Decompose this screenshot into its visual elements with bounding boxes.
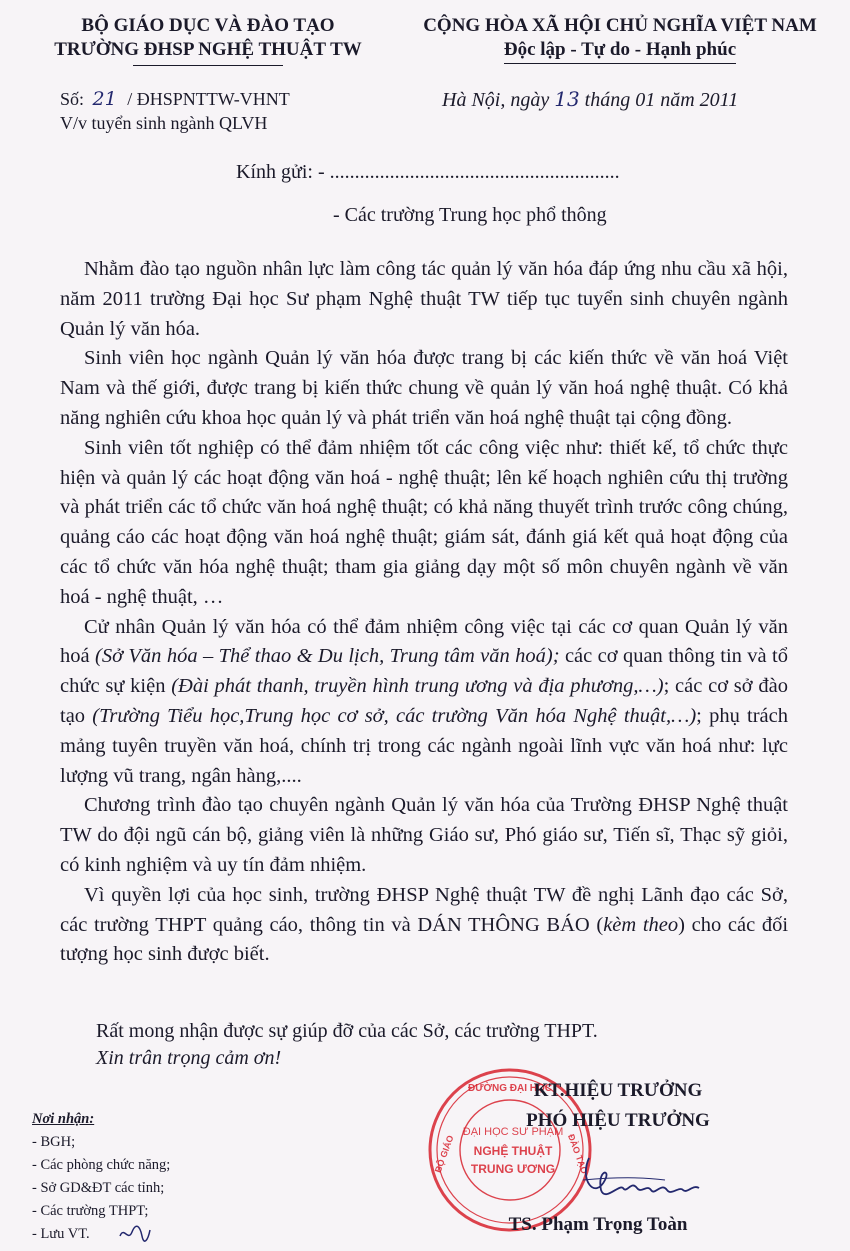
handwritten-mark xyxy=(118,1222,152,1244)
stamp-ring-left: BỘ GIÁO xyxy=(432,1133,456,1175)
paragraph-2: Sinh viên học ngành Quản lý văn hóa được trang bị các kiến thức về văn hoá Việt Nam và thế giới, được trang bị kiến thức chung về quản lý văn hoá nghệ thuật. Có khả năng nghiên cứu khoa học quản lý và phát triển văn hoá nghệ thuật tại cộng đồng. xyxy=(60,347,788,429)
recipients-title: Nơi nhận: xyxy=(32,1111,95,1127)
recipient-item: - Lưu VT. xyxy=(32,1226,90,1242)
signatory-title xyxy=(468,1076,768,1136)
paragraph-3: Sinh viên tốt nghiệp có thể đảm nhiệm tốt các công việc như: thiết kế, tổ chức thực hiện và quản lý các hoạt động văn hoá - nghệ thuật; lên kế hoạch nghiên cứu thị trường và phát triển các tổ chức văn hoá nghệ thuật; có khả năng thuyết trình trước công chúng, quảng cáo các hoạt động văn hoá nghệ thuật; giám sát, đánh giá kết quả hoạt động của các tổ chức văn hóa nghệ thuật; tham gia giảng dạy một số môn chuyên ngành về văn hoá - nghệ thuật, … xyxy=(60,436,788,608)
paragraph-5: Chương trình đào tạo chuyên ngành Quản lý văn hóa của Trường ĐHSP Nghệ thuật TW do đội ngũ cán bộ, giảng viên là những Giáo sư, Phó giáo sư, Tiến sĩ, Thạc sỹ giỏi, có kinh nghiệm và uy tín đảm nhiệm. xyxy=(60,794,788,876)
p4-text-g: ; phụ trách mảng tuyên truyền văn hoá, chính trị trong các ngành ngoài lĩnh vực văn hoá như: lực lượng vũ trang, ngân hàng,.... xyxy=(60,704,789,787)
stamp-line-2: NGHỆ THUẬT xyxy=(473,1144,553,1158)
paragraph-4 xyxy=(60,613,788,792)
ministry-name: BỘ GIÁO DỤC VÀ ĐÀO TẠO xyxy=(81,15,335,36)
p6-text-c: ) cho các đối tượng học sinh được biết. xyxy=(60,913,789,966)
recipient-item: - Sở GD&ĐT các tỉnh; xyxy=(32,1180,165,1196)
p4-italic-b: (Sở Văn hóa – Thể thao & Du lịch, Trung tâm văn hoá); xyxy=(95,645,560,668)
recipient-item: - Các trường THPT; xyxy=(32,1203,149,1219)
closing-block xyxy=(96,1018,598,1072)
issuer-header xyxy=(18,14,398,66)
paragraph-6 xyxy=(60,881,788,970)
greeting-line: Kính gửi: - .......................................................... xyxy=(236,161,620,183)
nation-name: CỘNG HÒA XÃ HỘI CHỦ NGHĨA VIỆT NAM xyxy=(423,15,817,36)
national-header xyxy=(400,14,840,64)
national-motto: Độc lập - Tự do - Hạnh phúc xyxy=(504,38,736,64)
letter-body xyxy=(60,255,788,970)
paragraph-1: Nhằm đào tạo nguồn nhân lực làm công tác quản lý văn hóa đáp ứng nhu cầu xã hội, năm 2011 trường Đại học Sư phạm Nghệ thuật TW tiếp tục tuyển sinh chuyên ngành Quản lý văn hóa. xyxy=(60,258,788,340)
greeting-recipient: - Các trường Trung học phổ thông xyxy=(333,204,607,226)
p4-text-a: Cử nhân Quản lý văn hóa có thể đảm nhiệm công việc tại các cơ quan Quản lý văn hoá xyxy=(60,615,788,668)
school-name: TRƯỜNG ĐHSP NGHỆ THUẬT TW xyxy=(54,39,362,60)
stamp-line-3: TRUNG ƯƠNG xyxy=(470,1162,556,1176)
signatory-title-1: KT.HIỆU TRƯỞNG xyxy=(533,1080,703,1101)
date-suffix: tháng 01 năm 2011 xyxy=(584,89,739,111)
number-prefix: Số: xyxy=(60,89,85,109)
handwritten-day: 13 xyxy=(554,87,580,111)
p4-text-e: ; các cơ sở đào tạo xyxy=(60,675,788,727)
recipient-item: - BGH; xyxy=(32,1134,76,1150)
p6-italic-b: kèm theo xyxy=(603,913,679,936)
p4-italic-d: (Đài phát thanh, truyền hình trung ương và địa phương,…) xyxy=(171,675,664,698)
thanks-line: Xin trân trọng cảm ơn! xyxy=(96,1047,282,1069)
p4-italic-f: (Trường Tiểu học,Trung học cơ sở, các trường Văn hóa Nghệ thuật,…) xyxy=(92,704,697,727)
header-rule xyxy=(133,65,283,66)
stamp-ring-right: ĐÀO TẠO xyxy=(566,1132,590,1176)
document-number xyxy=(60,88,290,110)
p4-text-c: các cơ quan thông tin và tổ chức sự kiện xyxy=(60,645,788,698)
p6-text-a: Vì quyền lợi của học sinh, trường ĐHSP Nghệ thuật TW đề nghị Lãnh đạo các Sở, các trường THPT quảng cáo, thông tin và DÁN THÔNG BÁO ( xyxy=(60,883,788,936)
document-subject: V/v tuyển sinh ngành QLVH xyxy=(60,113,268,133)
stamp-ring-top: ĐƯỜNG ĐẠI HỌC xyxy=(467,1083,553,1094)
signatory-title-2: PHÓ HIỆU TRƯỞNG xyxy=(526,1110,710,1131)
number-code: / ĐHSPNTTW-VHNT xyxy=(127,89,290,109)
closing-line: Rất mong nhận được sự giúp đỡ của các Sở, các trường THPT. xyxy=(96,1020,598,1042)
date-prefix: Hà Nội, ngày xyxy=(442,89,550,111)
signatory-name: TS. Phạm Trọng Toàn xyxy=(508,1214,688,1235)
handwritten-signature xyxy=(575,1150,715,1210)
stamp-line-1: ĐẠI HỌC SƯ PHẠM xyxy=(462,1126,564,1138)
recipient-item: - Các phòng chức năng; xyxy=(32,1157,171,1173)
handwritten-number: 21 xyxy=(92,88,117,110)
date-line xyxy=(442,87,738,112)
